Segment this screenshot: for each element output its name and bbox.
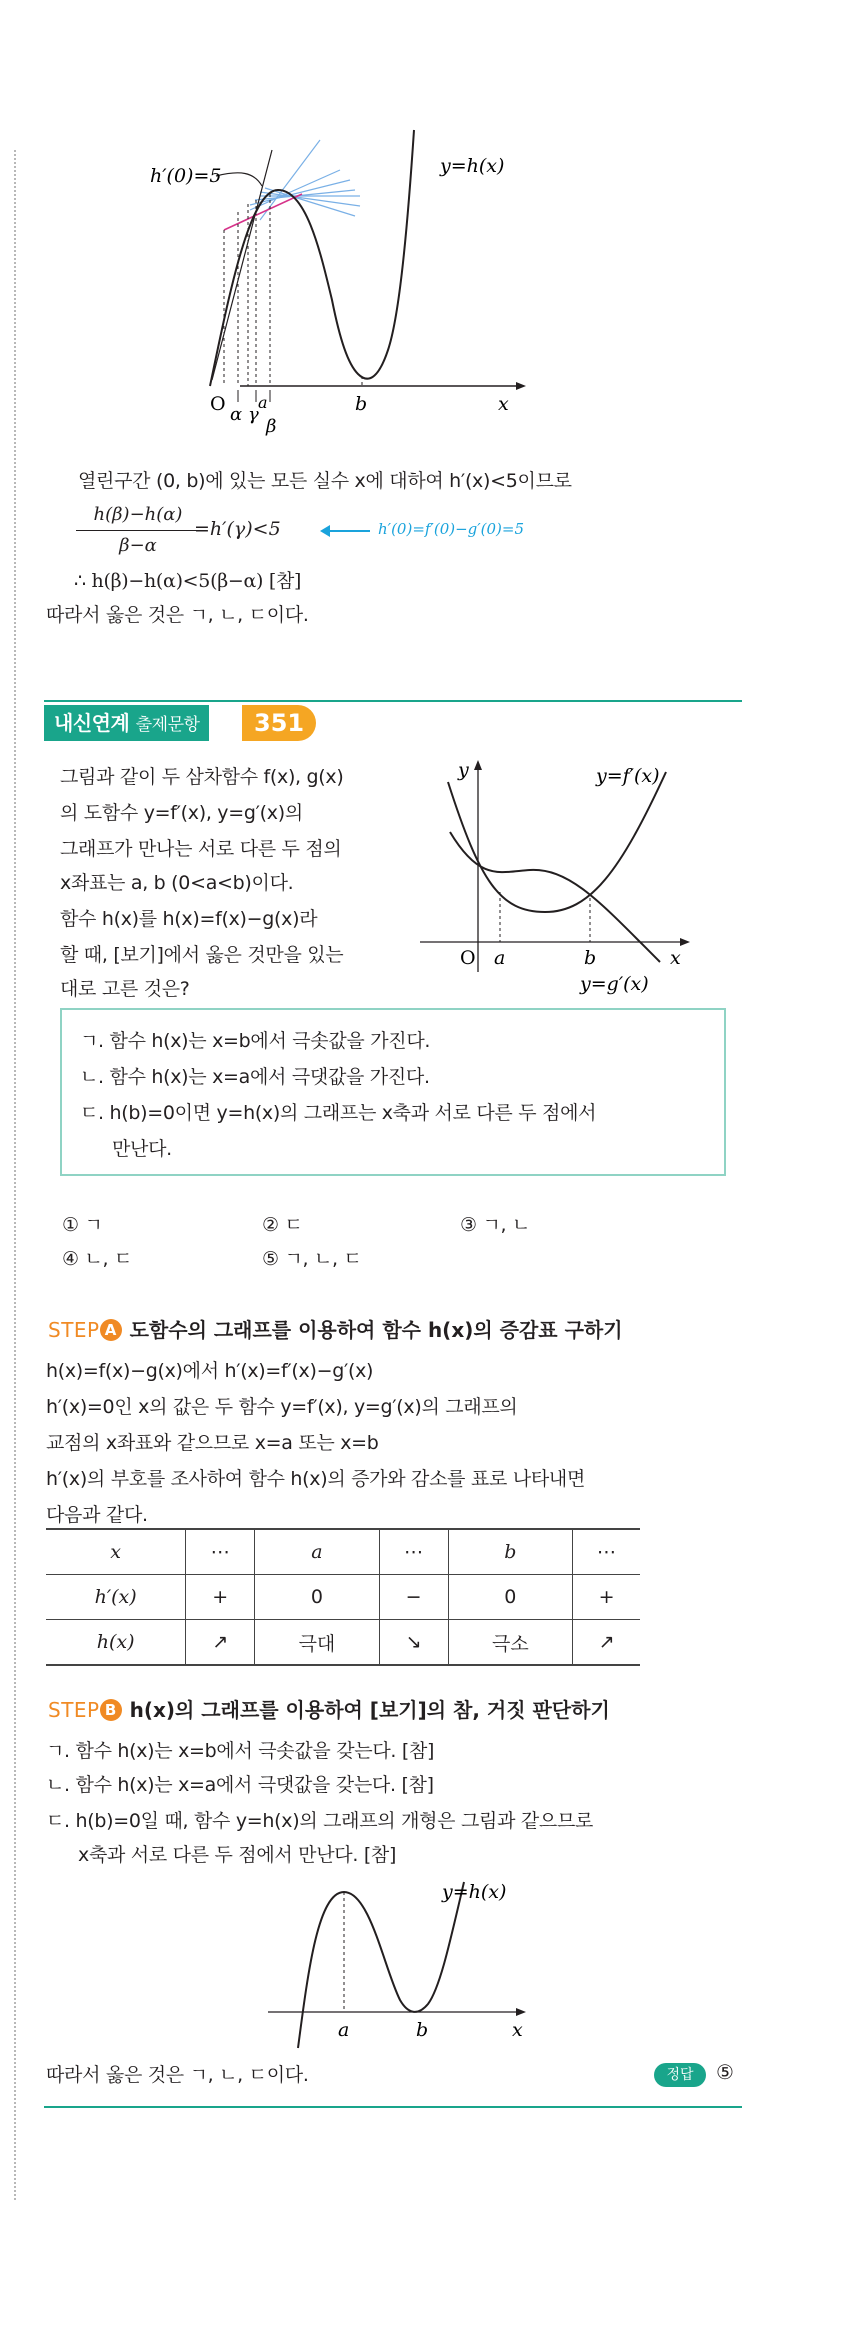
margin-dotted-line — [14, 150, 16, 2200]
step-b-label: STEP — [48, 1698, 100, 1722]
tag-main-text: 내신연계 — [54, 711, 130, 735]
increase-decrease-table — [46, 1528, 640, 1666]
choice-3[interactable]: ③ ㄱ, ㄴ — [460, 1214, 531, 1236]
fig2-label-x: x — [670, 947, 681, 969]
table-cell: ⋯ — [186, 1529, 255, 1575]
fig1-label-b: b — [355, 393, 368, 415]
note-arrow-line — [326, 530, 370, 532]
fig2-label-a: a — [494, 947, 506, 969]
problem-line-1: 의 도함수 y=f′(x), y=g′(x)의 — [60, 802, 303, 824]
step-a-line-3: h′(x)의 부호를 조사하여 함수 h(x)의 증가와 감소를 표로 나타내면 — [46, 1468, 585, 1490]
bogi-item-0: ㄱ. 함수 h(x)는 x=b에서 극솟값을 가진다. — [80, 1030, 431, 1052]
table-cell: − — [379, 1575, 448, 1620]
step-b-line-1: ㄴ. 함수 h(x)는 x=a에서 극댓값을 갖는다. [참] — [46, 1774, 434, 1796]
answer-value: ⑤ — [716, 2060, 734, 2084]
fig2-label-gprime: y=g′(x) — [580, 973, 649, 995]
choice-1[interactable]: ① ㄱ — [62, 1214, 103, 1236]
fig1-label-a: a — [258, 393, 268, 412]
table-row — [46, 1620, 640, 1666]
table-cell: h′(x) — [46, 1575, 186, 1620]
step-b-badge: B — [100, 1699, 122, 1721]
table-row — [46, 1575, 640, 1620]
table-cell: 0 — [448, 1575, 572, 1620]
answer-badge: 정답 — [654, 2063, 706, 2087]
fig1-label-x: x — [498, 393, 509, 415]
bogi-item-2: ㄷ. h(b)=0이면 y=h(x)의 그래프는 x축과 서로 다른 두 점에서 — [80, 1102, 597, 1124]
step-b-line-2: ㄷ. h(b)=0일 때, 함수 y=h(x)의 그래프의 개형은 그림과 같으므로 — [46, 1810, 594, 1832]
step-b-line-3: x축과 서로 다른 두 점에서 만난다. [참] — [78, 1844, 397, 1866]
text1-line1: 열린구간 (0, b)에 있는 모든 실수 x에 대하여 h′(x)<5이므로 — [78, 470, 572, 492]
problem-tag — [44, 705, 209, 741]
frac-numerator: h(β)−h(α) — [93, 504, 183, 525]
problem-line-0: 그림과 같이 두 삼차함수 f(x), g(x) — [60, 766, 344, 788]
step-b-line-0: ㄱ. 함수 h(x)는 x=b에서 극솟값을 갖는다. [참] — [46, 1740, 435, 1762]
problem-line-3: x좌표는 a, b (0<a<b)이다. — [60, 872, 294, 894]
table-cell: + — [186, 1575, 255, 1620]
text1-line4: 따라서 옳은 것은 ㄱ, ㄴ, ㄷ이다. — [46, 604, 309, 626]
fig2-label-O: O — [460, 947, 476, 969]
fig1-label-curve: y=h(x) — [440, 155, 505, 177]
problem-line-6: 대로 고른 것은? — [60, 978, 190, 1000]
step-a-heading — [48, 1314, 623, 1343]
bottom-rule — [44, 2106, 742, 2108]
step-a-line-2: 교점의 x좌표와 같으므로 x=a 또는 x=b — [46, 1432, 379, 1454]
table-cell: ⋯ — [379, 1529, 448, 1575]
conclusion-text: 따라서 옳은 것은 ㄱ, ㄴ, ㄷ이다. — [46, 2064, 309, 2086]
table-cell: b — [448, 1529, 572, 1575]
figure-derivatives — [420, 752, 710, 1000]
bogi-item-1: ㄴ. 함수 h(x)는 x=a에서 극댓값을 가진다. — [80, 1066, 430, 1088]
table-cell: + — [573, 1575, 640, 1620]
table-cell: a — [255, 1529, 379, 1575]
fig2-label-fprime: y=f′(x) — [596, 765, 660, 787]
fig1-label-alpha: α — [230, 404, 243, 425]
table-cell: ↗ — [573, 1620, 640, 1666]
table-cell: 극소 — [448, 1620, 572, 1666]
fig2-label-y: y — [458, 759, 469, 781]
table-cell: ↗ — [186, 1620, 255, 1666]
section-rule — [44, 700, 742, 702]
step-a-line-1: h′(x)=0인 x의 값은 두 함수 y=f′(x), y=g′(x)의 그래프의 — [46, 1396, 518, 1418]
choice-5[interactable]: ⑤ ㄱ, ㄴ, ㄷ — [262, 1248, 362, 1270]
fig1-label-beta: β — [266, 416, 277, 437]
fig1-label-hprime0: h′(0)=5 — [150, 165, 222, 187]
table-cell: ⋯ — [573, 1529, 640, 1575]
table-cell: h(x) — [46, 1620, 186, 1666]
figure-h-graph — [268, 1872, 548, 2048]
figure-mvt-graph — [150, 150, 550, 440]
table-cell: 극대 — [255, 1620, 379, 1666]
fig3-label-a: a — [338, 2019, 350, 2041]
step-b-title: h(x)의 그래프를 이용하여 [보기]의 참, 거짓 판단하기 — [129, 1698, 610, 1722]
problem-number: 351 — [242, 705, 316, 741]
problem-line-4: 함수 h(x)를 h(x)=f(x)−g(x)라 — [60, 908, 318, 930]
problem-line-5: 할 때, [보기]에서 옳은 것만을 있는 — [60, 944, 344, 966]
fig1-label-gamma: γ — [248, 404, 259, 425]
step-a-line-0: h(x)=f(x)−g(x)에서 h′(x)=f′(x)−g′(x) — [46, 1360, 374, 1382]
fig1-label-O: O — [210, 393, 226, 415]
bogi-item-3: 만난다. — [112, 1138, 172, 1160]
fig3-label-b: b — [416, 2019, 429, 2041]
step-a-badge: A — [100, 1319, 122, 1341]
frac-rhs: =h′(γ)<5 — [194, 518, 281, 540]
fig2-label-b: b — [584, 947, 597, 969]
table-cell: x — [46, 1529, 186, 1575]
table-cell: ↘ — [379, 1620, 448, 1666]
note-arrow-head — [320, 525, 330, 537]
text1-line3: ∴ h(β)−h(α)<5(β−α) [참] — [74, 570, 302, 592]
frac-bar — [76, 530, 200, 531]
fig3-label-x: x — [512, 2019, 523, 2041]
frac-denominator: β−α — [119, 535, 157, 556]
tag-sub-text: 출제문항 — [135, 715, 200, 735]
step-a-label: STEP — [48, 1318, 100, 1342]
step-a-line-4: 다음과 같다. — [46, 1504, 148, 1526]
note-text: h′(0)=f′(0)−g′(0)=5 — [378, 520, 525, 538]
step-b-heading — [48, 1694, 610, 1723]
problem-line-2: 그래프가 만나는 서로 다른 두 점의 — [60, 838, 342, 860]
step-a-title: 도함수의 그래프를 이용하여 함수 h(x)의 증감표 구하기 — [129, 1318, 623, 1342]
choice-4[interactable]: ④ ㄴ, ㄷ — [62, 1248, 133, 1270]
table-row — [46, 1529, 640, 1575]
table-cell: 0 — [255, 1575, 379, 1620]
choice-2[interactable]: ② ㄷ — [262, 1214, 303, 1236]
fig3-label-curve: y=h(x) — [442, 1881, 507, 1903]
